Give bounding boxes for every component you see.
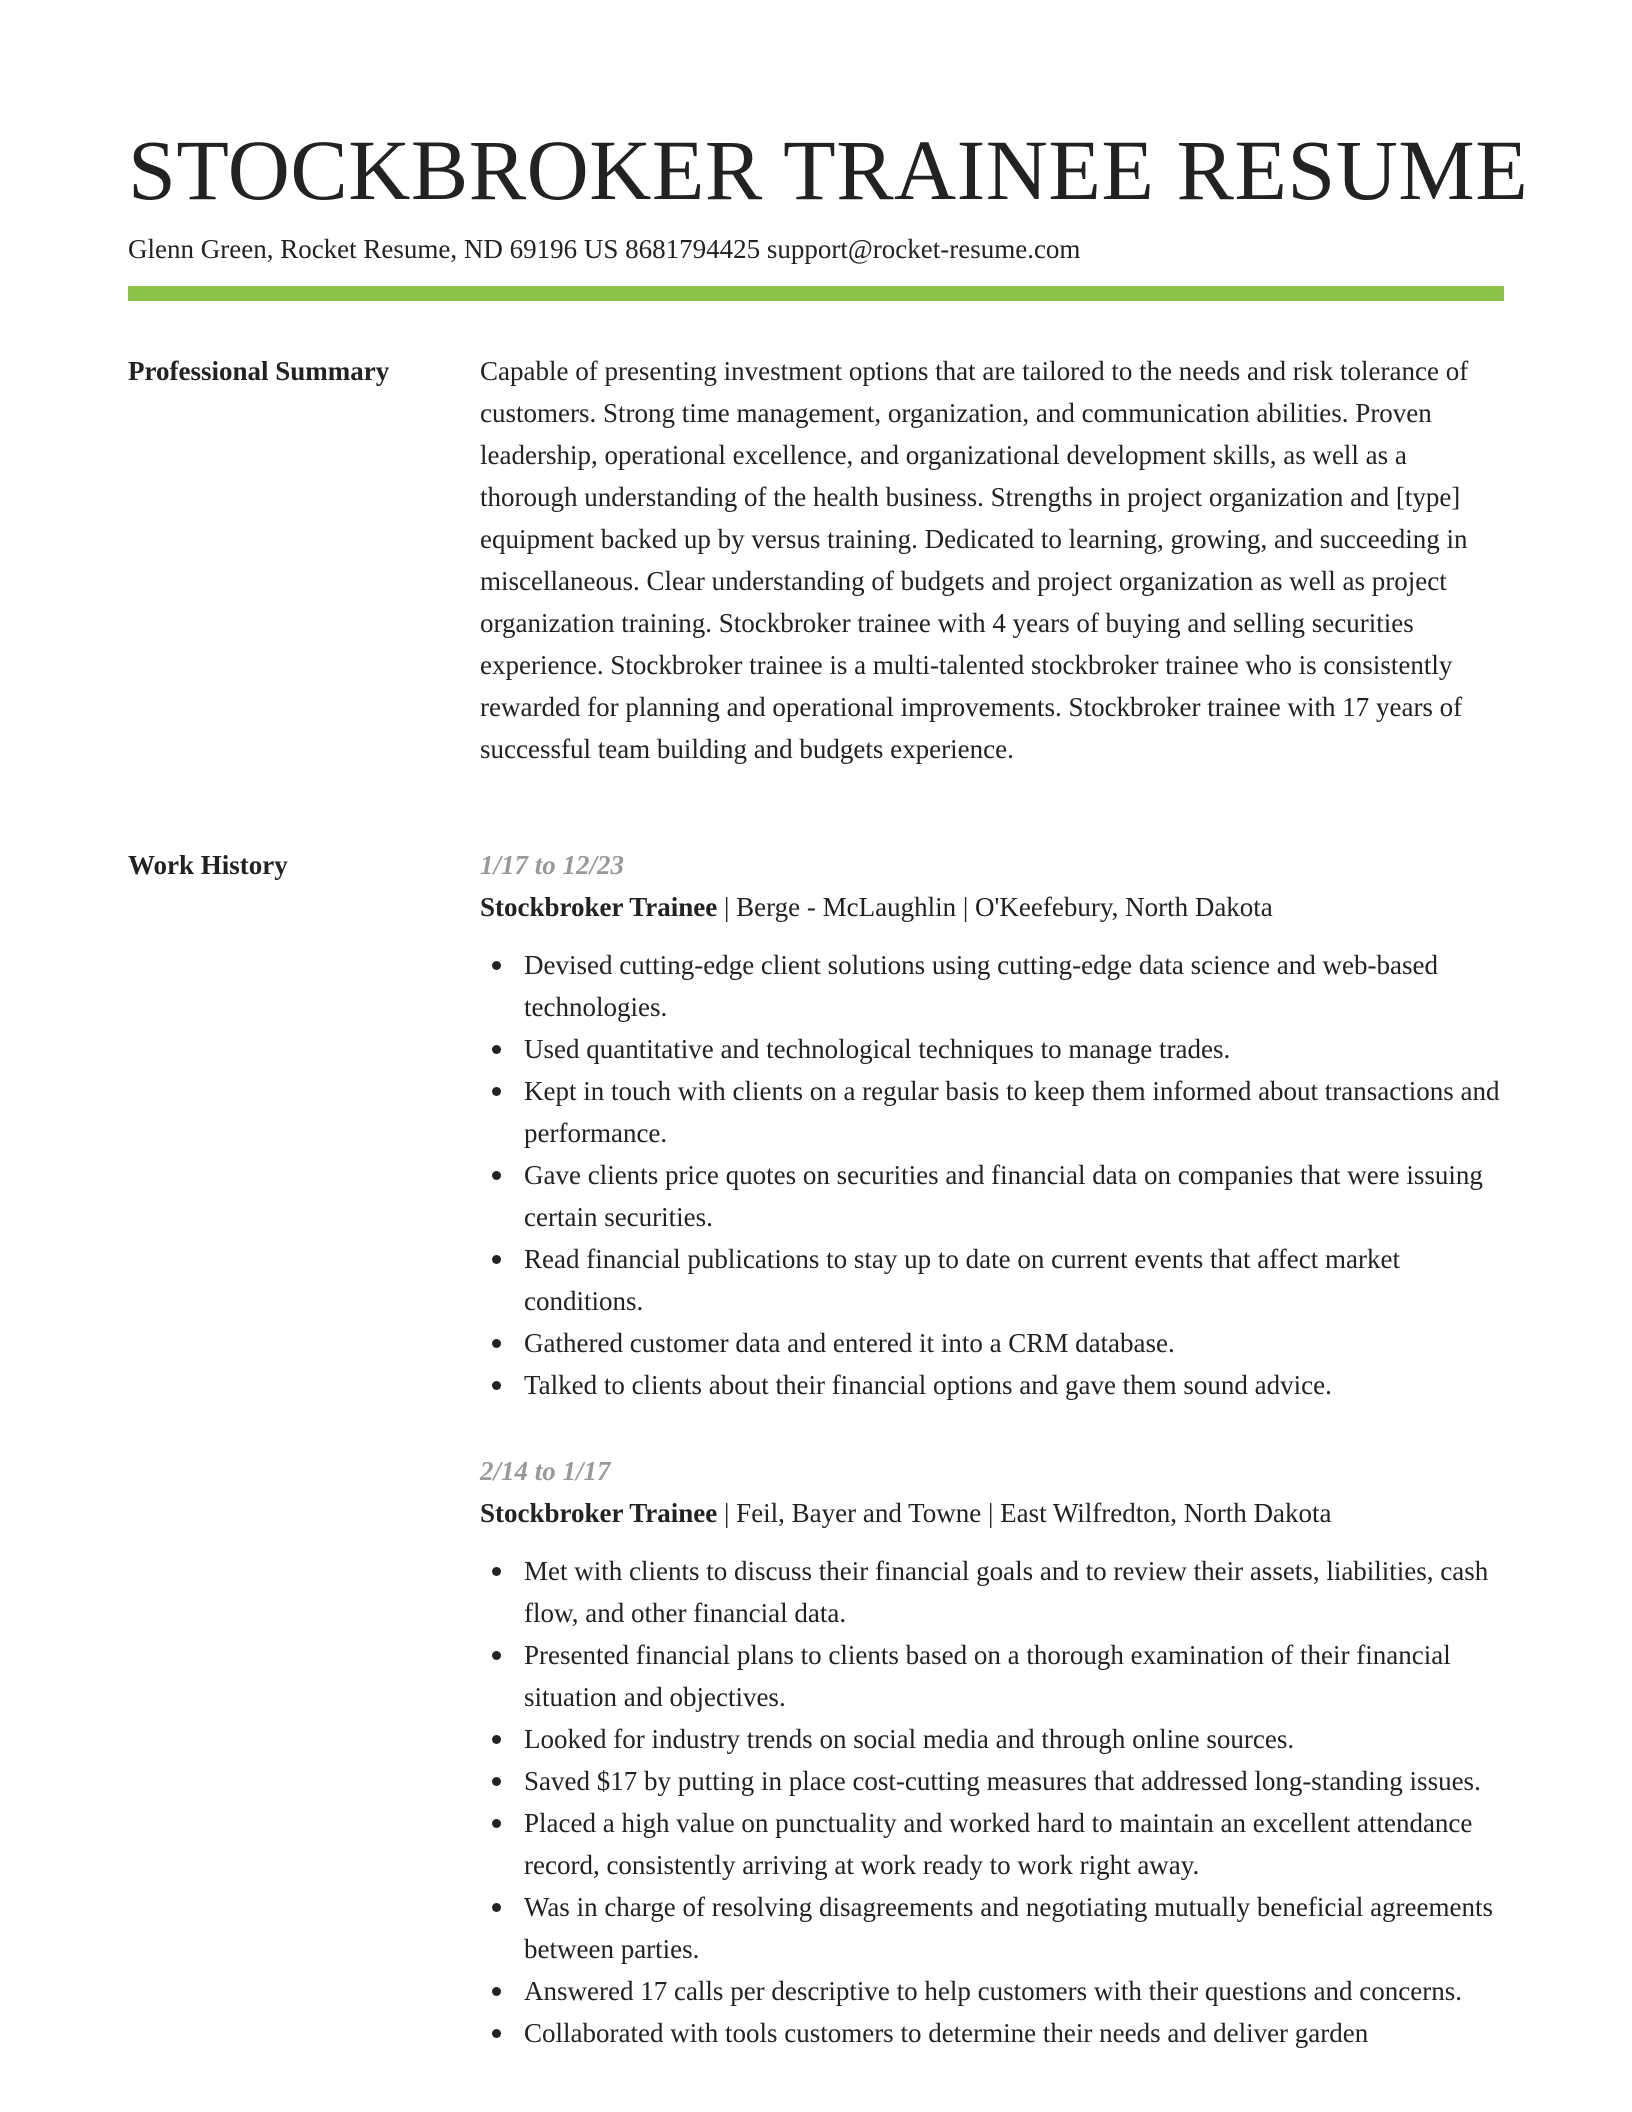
- job-company: Feil, Bayer and Towne: [736, 1498, 982, 1528]
- job-bullet: [480, 1886, 1510, 1970]
- job-bullet-text: Used quantitative and technological techniques to manage trades.: [524, 1034, 1231, 1064]
- job-separator: |: [717, 892, 737, 922]
- job-bullet-text: Gathered customer data and entered it into a CRM database.: [524, 1328, 1175, 1358]
- bullet-dot-icon: [492, 1255, 501, 1264]
- accent-divider: [128, 286, 1504, 301]
- job-heading: [480, 886, 1510, 928]
- work-history-section: [480, 844, 1510, 2098]
- job-dates: 2/14 to 1/17: [480, 1456, 611, 1486]
- job-entry: [480, 844, 1510, 1406]
- summary-text: Capable of presenting investment options that are tailored to the needs and risk tolerance of customers. Strong time management, organization, and communication abilities. Proven leadership, operational excellence, and organizational development skills, as well as a thorough understanding of the health business. Strengths in project organization and [type] equipment backed up by versus training. Dedicated to learning, growing, and succeeding in miscellaneous. Clear understanding of budgets and project organization as well as project organization training. Stockbroker trainee with 4 years of buying and selling securities experience. Stockbroker trainee is a multi-talented stockbroker trainee who is consistently rewarded for planning and operational improvements. Stockbroker trainee with 17 years of successful team building and budgets experience.: [480, 356, 1469, 764]
- bullet-dot-icon: [492, 2029, 501, 2038]
- contact-line: Glenn Green, Rocket Resume, ND 69196 US 8681794425 support@rocket-resume.com: [128, 234, 1081, 264]
- job-bullet: [480, 1070, 1510, 1154]
- job-location: East Wilfredton, North Dakota: [1000, 1498, 1332, 1528]
- bullet-dot-icon: [492, 1339, 501, 1348]
- job-bullet-text: Kept in touch with clients on a regular basis to keep them informed about transactions and performance.: [524, 1076, 1500, 1148]
- summary-section: [480, 350, 1510, 770]
- job-location: O'Keefebury, North Dakota: [975, 892, 1273, 922]
- job-bullet-text: Looked for industry trends on social media and through online sources.: [524, 1724, 1295, 1754]
- bullet-dot-icon: [492, 1381, 501, 1390]
- job-bullet: [480, 1154, 1510, 1238]
- job-bullet: [480, 1322, 1510, 1364]
- bullet-dot-icon: [492, 961, 501, 970]
- bullet-dot-icon: [492, 1567, 501, 1576]
- summary-label: Professional Summary: [128, 356, 390, 386]
- job-title: Stockbroker Trainee: [480, 1498, 718, 1528]
- job-bullet: [480, 1550, 1510, 1634]
- job-bullet-text: Devised cutting-edge client solutions using cutting-edge data science and web-based technologies.: [524, 950, 1438, 1022]
- job-bullet: [480, 1634, 1510, 1718]
- job-bullet: [480, 1028, 1510, 1070]
- job-separator: |: [956, 892, 976, 922]
- job-company: Berge - McLaughlin: [736, 892, 957, 922]
- resume-title: STOCKBROKER TRAINEE RESUME: [128, 122, 1529, 218]
- bullet-dot-icon: [492, 1903, 501, 1912]
- job-bullet-text: Placed a high value on punctuality and worked hard to maintain an excellent attendance record, consistently arriving at work ready to work right away.: [524, 1808, 1473, 1880]
- bullet-dot-icon: [492, 1987, 501, 1996]
- bullet-dot-icon: [492, 1777, 501, 1786]
- bullet-dot-icon: [492, 1651, 501, 1660]
- bullet-dot-icon: [492, 1087, 501, 1096]
- job-bullet-text: Collaborated with tools customers to determine their needs and deliver garden: [524, 2018, 1369, 2048]
- work-history-label: Work History: [128, 850, 288, 880]
- job-bullet-text: Saved $17 by putting in place cost-cutting measures that addressed long-standing issues.: [524, 1766, 1481, 1796]
- job-bullet-text: Presented financial plans to clients based on a thorough examination of their financial situation and objectives.: [524, 1640, 1451, 1712]
- bullet-dot-icon: [492, 1171, 501, 1180]
- job-bullet-list: [480, 944, 1510, 1406]
- job-title: Stockbroker Trainee: [480, 892, 718, 922]
- job-bullet: [480, 1718, 1510, 1760]
- job-entry: [480, 1450, 1510, 2054]
- job-bullet: [480, 1760, 1510, 1802]
- job-separator: |: [717, 1498, 737, 1528]
- job-bullet-list: [480, 1550, 1510, 2054]
- job-bullet: [480, 1802, 1510, 1886]
- job-bullet: [480, 1364, 1510, 1406]
- job-bullet-text: Answered 17 calls per descriptive to help customers with their questions and concerns.: [524, 1976, 1462, 2006]
- job-bullet: [480, 1970, 1510, 2012]
- job-dates: 1/17 to 12/23: [480, 850, 625, 880]
- job-bullet-text: Talked to clients about their financial options and gave them sound advice.: [524, 1370, 1332, 1400]
- job-bullet-text: Was in charge of resolving disagreements and negotiating mutually beneficial agreements between parties.: [524, 1892, 1494, 1964]
- job-bullet: [480, 2012, 1510, 2054]
- job-bullet: [480, 944, 1510, 1028]
- bullet-dot-icon: [492, 1819, 501, 1828]
- job-separator: |: [981, 1498, 1001, 1528]
- bullet-dot-icon: [492, 1045, 501, 1054]
- job-bullet: [480, 1238, 1510, 1322]
- job-heading: [480, 1492, 1510, 1534]
- job-bullet-text: Read financial publications to stay up to date on current events that affect market conditions.: [524, 1244, 1400, 1316]
- job-bullet-text: Gave clients price quotes on securities and financial data on companies that were issuing certain securities.: [524, 1160, 1483, 1232]
- bullet-dot-icon: [492, 1735, 501, 1744]
- job-bullet-text: Met with clients to discuss their financial goals and to review their assets, liabilities, cash flow, and other financial data.: [524, 1556, 1489, 1628]
